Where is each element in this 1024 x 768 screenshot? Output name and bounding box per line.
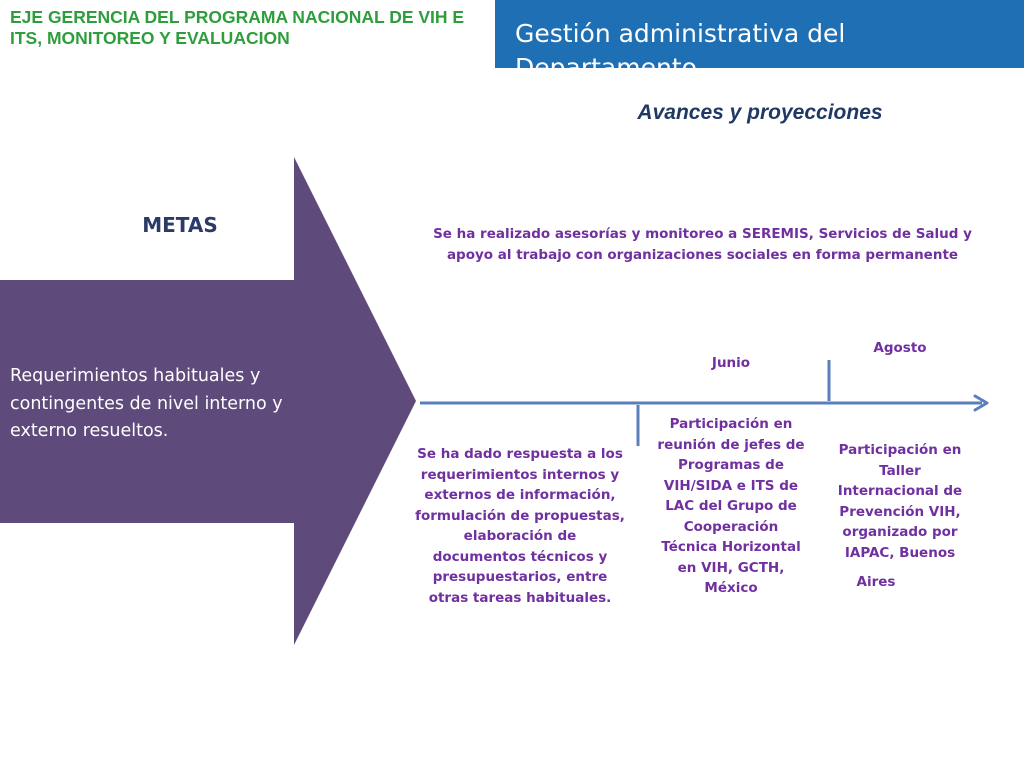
metas-description: Requerimientos habituales y contingentes de nivel interno y externo resueltos. <box>10 366 283 441</box>
month-label-agosto: Agosto <box>873 340 927 356</box>
timeline-item-3: Participación en Taller Internacional de Prevención VIH, organizado por IAPAC, Buenos <box>837 442 963 561</box>
timeline-top-note: Se ha realizado asesorías y monitoreo a SEREMIS, Servicios de Salud y apoyo al trabajo con organizaciones sociales en forma permanente <box>433 226 972 263</box>
timeline-item-2: Participación en reunión de jefes de Programas de VIH/SIDA e ITS de LAC del Grupo de Cooperación Técnica Horizontal en VIH, GCTH, México <box>657 416 805 596</box>
section-title: Gestión administrativa del Departamento <box>515 19 846 82</box>
month-label-junio: Junio <box>711 355 751 371</box>
eje-title: EJE GERENCIA DEL PROGRAMA NACIONAL DE VIH E ITS, MONITOREO Y EVALUACION <box>10 7 465 48</box>
timeline-item-3-tail: Aires <box>856 574 896 590</box>
timeline-item-1: Se ha dado respuesta a los requerimientos internos y externos de información, formulación de propuestas, elaboración de documentos técnicos y presupuestarios, entre otras tareas habituales. <box>415 446 625 606</box>
slide-subtitle: Avances y proyecciones <box>637 101 883 124</box>
metas-label: METAS <box>142 213 218 237</box>
